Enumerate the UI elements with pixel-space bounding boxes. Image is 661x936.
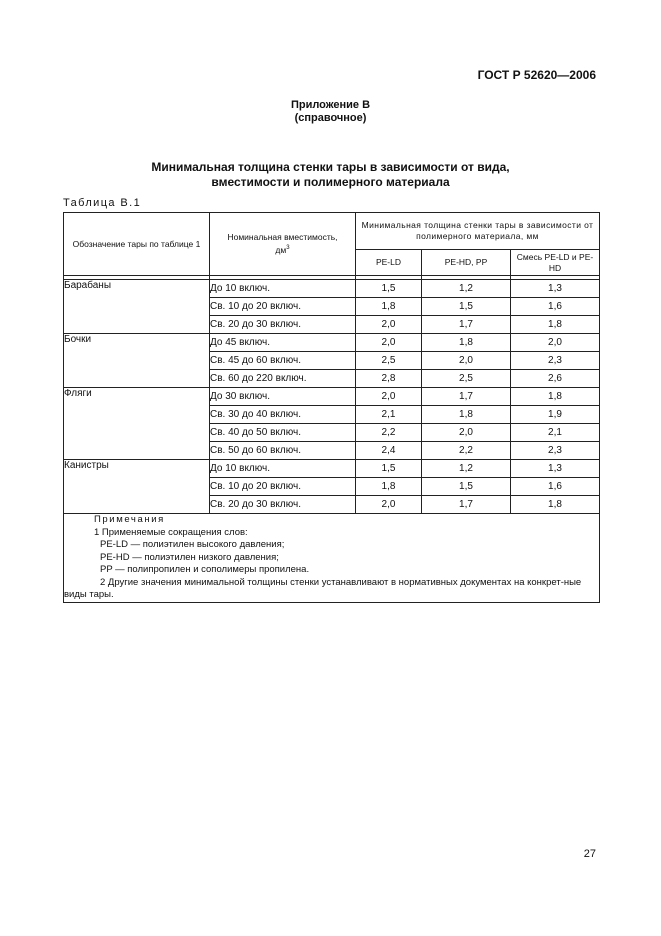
pe-hd-pp-cell: 1,5 [422,478,511,496]
pe-hd-pp-cell: 1,7 [422,388,511,406]
note-abbr-pe-hd: PE-HD — полиэтилен низкого давления; [100,551,279,563]
blend-cell: 1,8 [511,496,600,514]
thickness-table [63,212,600,603]
container-type-cell: Бочки [64,334,210,388]
pe-ld-cell: 2,1 [356,406,422,424]
blend-cell: 1,6 [511,298,600,316]
pe-hd-pp-cell: 2,0 [422,352,511,370]
pe-hd-pp-cell: 2,5 [422,370,511,388]
capacity-cell: Св. 10 до 20 включ. [210,478,356,496]
capacity-cell: До 10 включ. [210,460,356,478]
table-row [64,280,600,298]
appendix-title: Приложение В [290,99,371,111]
blend-cell: 2,1 [511,424,600,442]
capacity-cell: Св. 45 до 60 включ. [210,352,356,370]
header-capacity-unit-exponent: 3 [286,245,290,252]
standard-code: ГОСТ Р 52620—2006 [477,68,596,82]
note-abbr-pe-ld: PE-LD — полиэтилен высокого давления; [100,539,285,550]
pe-hd-pp-cell: 1,5 [422,298,511,316]
pe-ld-cell: 2,0 [356,334,422,352]
blend-cell: 2,6 [511,370,600,388]
appendix-heading [0,99,661,125]
table-header-row [64,213,600,250]
notes-row [64,514,600,603]
capacity-cell: Св. 60 до 220 включ. [210,370,356,388]
pe-hd-pp-cell: 2,2 [422,442,511,460]
capacity-cell: До 45 включ. [210,334,356,352]
capacity-cell: Св. 50 до 60 включ. [210,442,356,460]
notes-cell [64,514,600,603]
capacity-cell: Св. 20 до 30 включ. [210,496,356,514]
header-thickness-group: Минимальная толщина стенки тары в зависимости от полимерного материала, мм [356,213,600,250]
blend-cell: 1,8 [511,316,600,334]
pe-hd-pp-cell: 1,8 [422,334,511,352]
appendix-status: (справочное) [294,112,367,124]
pe-ld-cell: 2,8 [356,370,422,388]
header-container-type: Обозначение тары по таблице 1 [64,213,210,276]
notes-heading: Примечания [94,514,165,525]
container-type-cell: Фляги [64,388,210,460]
pe-ld-cell: 2,2 [356,424,422,442]
page-number: 27 [583,848,596,860]
header-blend: Смесь PE-LD и PE-HD [511,250,600,276]
document-title-line-1: Минимальная толщина стенки тары в зависимости от вида, [151,160,510,174]
blend-cell: 1,9 [511,406,600,424]
table-row [64,388,600,406]
pe-ld-cell: 1,5 [356,280,422,298]
pe-ld-cell: 1,5 [356,460,422,478]
container-type-cell: Барабаны [64,280,210,334]
table-row [64,334,600,352]
capacity-cell: Св. 40 до 50 включ. [210,424,356,442]
blend-cell: 1,6 [511,478,600,496]
header-capacity [210,213,356,276]
blend-cell: 2,0 [511,334,600,352]
pe-ld-cell: 2,0 [356,496,422,514]
note-1: 1 Применяемые сокращения слов: [94,526,248,538]
capacity-cell: Св. 10 до 20 включ. [210,298,356,316]
document-title [0,160,661,190]
pe-ld-cell: 1,8 [356,298,422,316]
document-title-line-2: вместимости и полимерного материала [211,175,450,189]
blend-cell: 1,8 [511,388,600,406]
pe-hd-pp-cell: 1,2 [422,460,511,478]
pe-ld-cell: 1,8 [356,478,422,496]
note-abbr-pp: PP — полипропилен и сополимеры пропилена. [100,564,310,575]
table-row [64,460,600,478]
header-capacity-unit: дм [275,244,287,255]
blend-cell: 1,3 [511,460,600,478]
note-2: 2 Другие значения минимальной толщины стенки устанавливают в нормативных документах на конкрет-ные виды тары. [64,576,582,600]
container-type-cell: Канистры [64,460,210,514]
capacity-cell: До 30 включ. [210,388,356,406]
pe-hd-pp-cell: 1,8 [422,406,511,424]
pe-ld-cell: 2,0 [356,388,422,406]
table-caption: Таблица В.1 [63,197,142,209]
table-body [64,280,600,603]
blend-cell: 2,3 [511,352,600,370]
capacity-cell: Св. 20 до 30 включ. [210,316,356,334]
blend-cell: 2,3 [511,442,600,460]
capacity-cell: Св. 30 до 40 включ. [210,406,356,424]
header-capacity-label: Номинальная вместимость, [227,232,338,243]
blend-cell: 1,3 [511,280,600,298]
pe-hd-pp-cell: 1,7 [422,316,511,334]
pe-hd-pp-cell: 1,2 [422,280,511,298]
pe-ld-cell: 2,4 [356,442,422,460]
header-pe-ld: PE-LD [356,250,422,276]
pe-ld-cell: 2,5 [356,352,422,370]
pe-ld-cell: 2,0 [356,316,422,334]
capacity-cell: До 10 включ. [210,280,356,298]
pe-hd-pp-cell: 2,0 [422,424,511,442]
pe-hd-pp-cell: 1,7 [422,496,511,514]
header-pe-hd-pp: PE-HD, PP [422,250,511,276]
